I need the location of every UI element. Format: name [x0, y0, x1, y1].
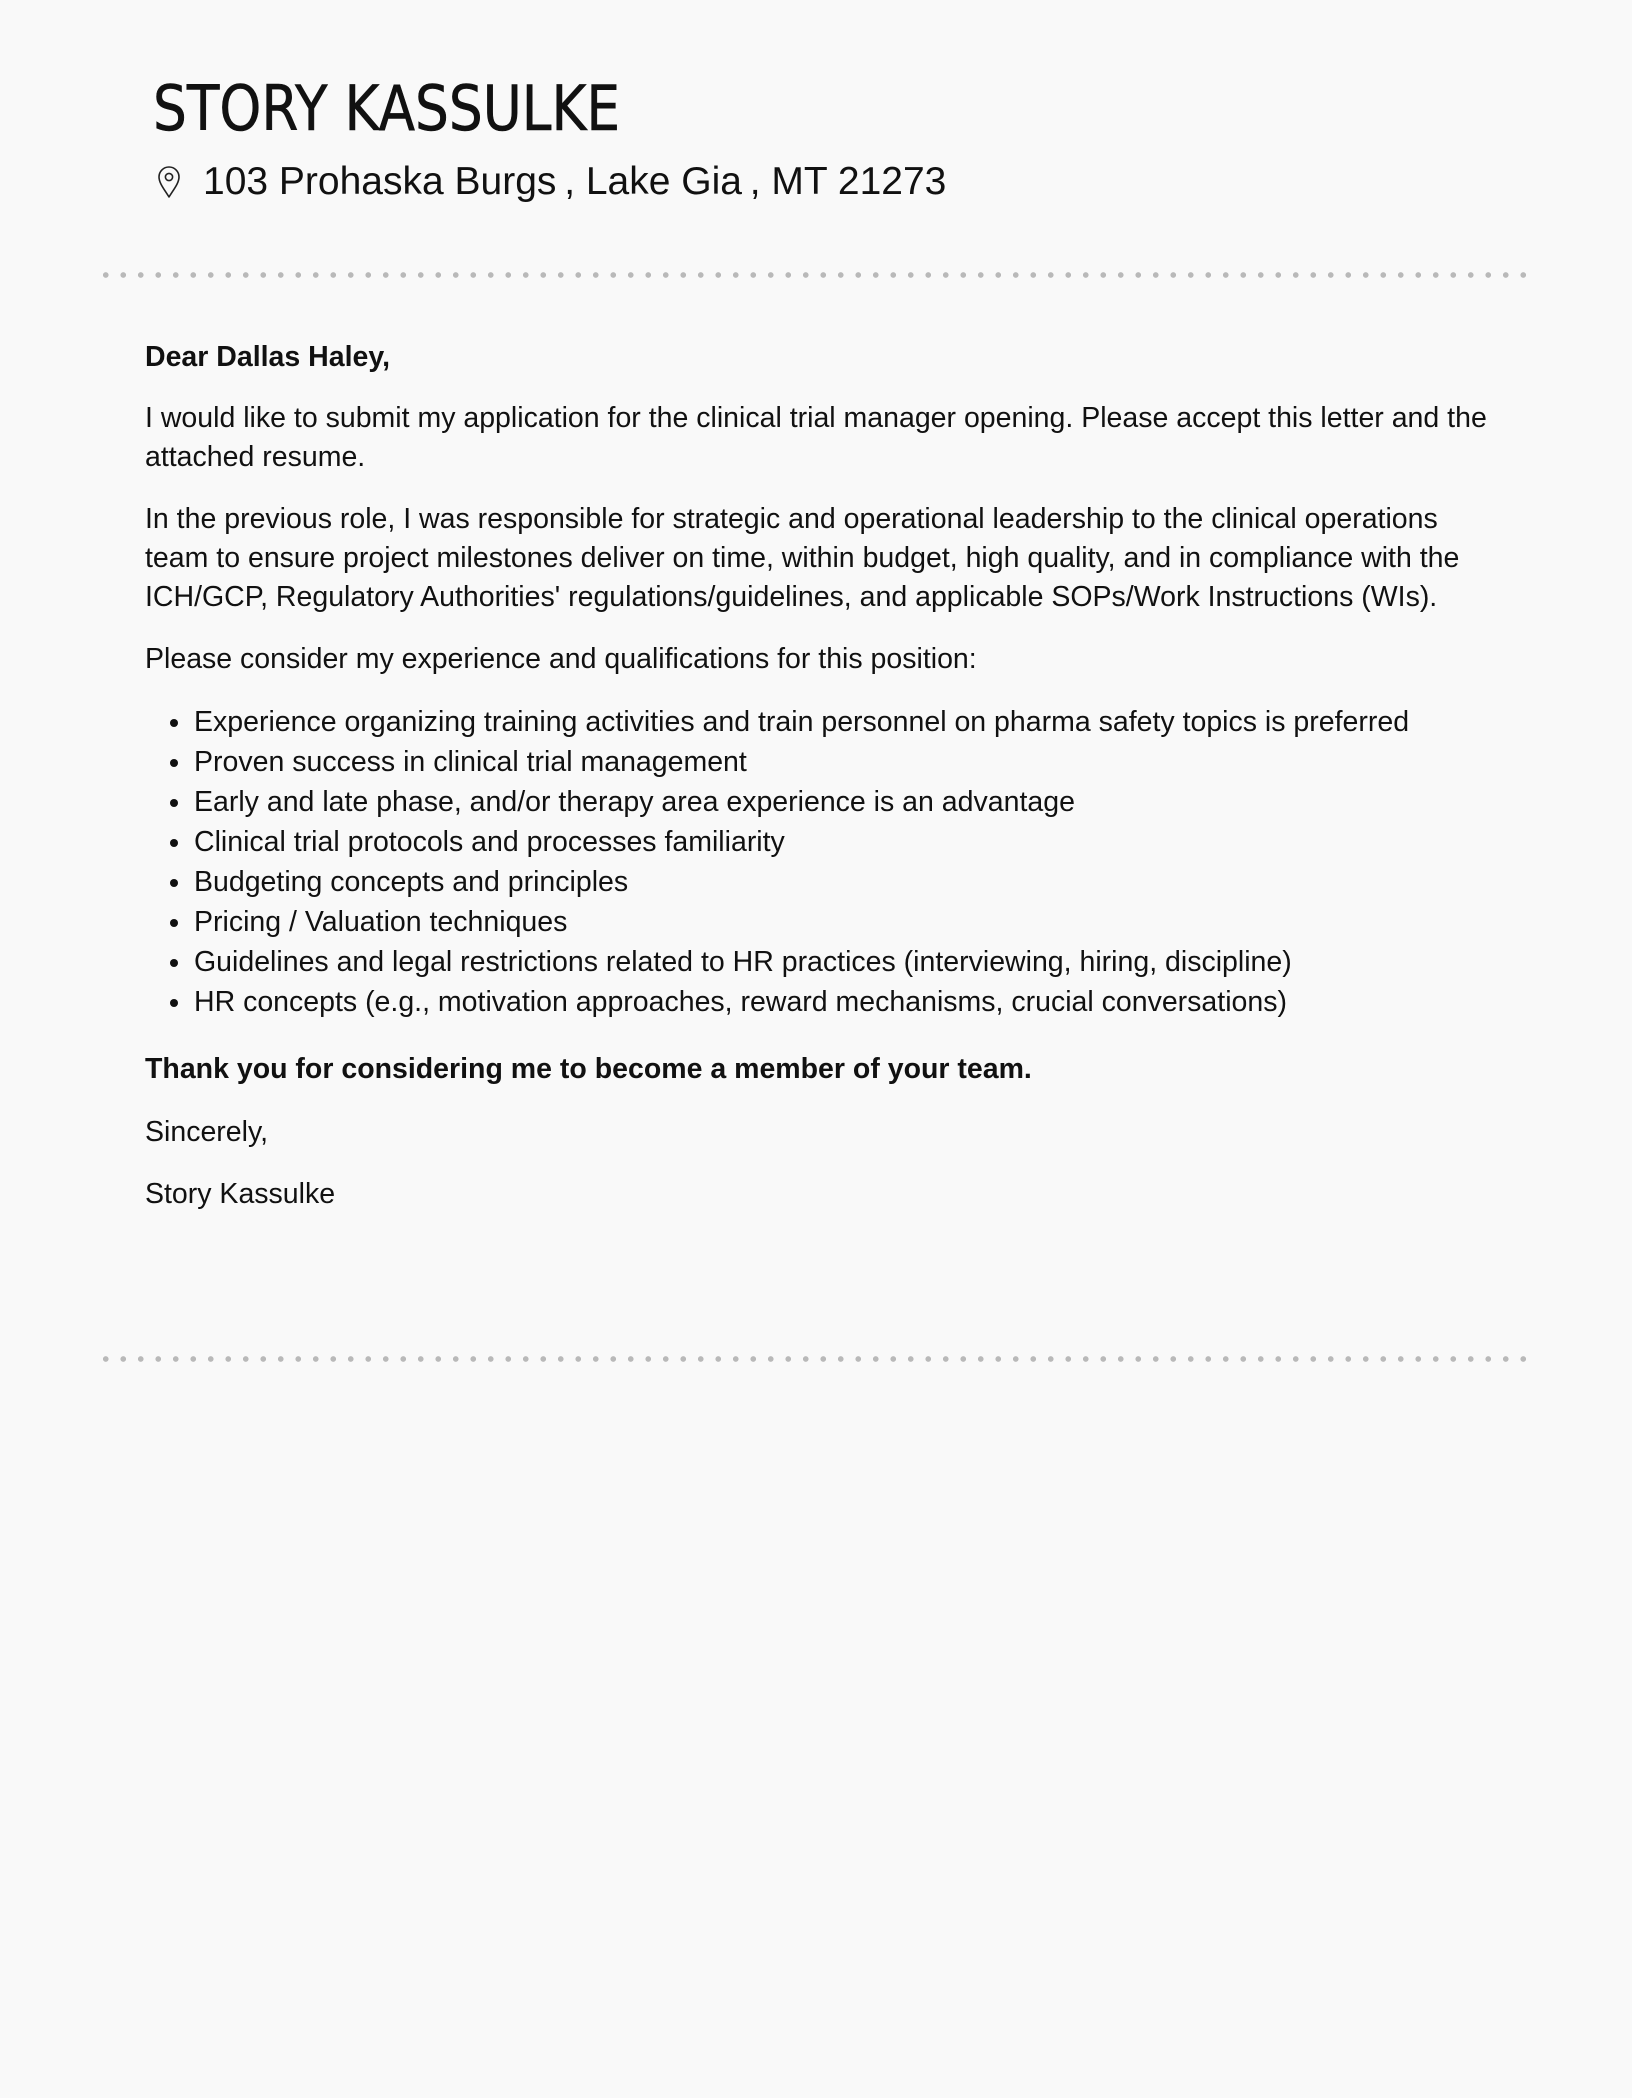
- salutation: Dear Dallas Haley,: [145, 341, 391, 373]
- qualification-item: Proven success in clinical trial management: [194, 742, 1505, 782]
- address-row: [157, 162, 946, 201]
- intro-paragraph: I would like to submit my application for the clinical trial manager opening. Please accept this letter and the attached resume.: [145, 402, 1487, 473]
- letter-body: [145, 338, 1505, 1237]
- applicant-address: 103 Prohaska Burgs , Lake Gia , MT 21273: [203, 160, 947, 203]
- qualifications-list: [145, 702, 1505, 1022]
- qualification-item: Guidelines and legal restrictions related to HR practices (interviewing, hiring, discipline): [194, 942, 1505, 982]
- signature: Story Kassulke: [145, 1178, 336, 1210]
- qualification-item: Pricing / Valuation techniques: [194, 902, 1505, 942]
- bottom-dotted-divider: [97, 1356, 1535, 1362]
- location-pin-icon: [157, 165, 181, 199]
- qualification-item: HR concepts (e.g., motivation approaches, reward mechanisms, crucial conversations): [194, 982, 1505, 1022]
- letter-header: [153, 72, 947, 203]
- closing-statement: Thank you for considering me to become a member of your team.: [145, 1053, 1032, 1085]
- qualification-item: Budgeting concepts and principles: [194, 862, 1505, 902]
- sign-off: Sincerely,: [145, 1116, 269, 1148]
- qualifications-intro: Please consider my experience and qualifications for this position:: [145, 643, 977, 675]
- qualification-item: Clinical trial protocols and processes familiarity: [194, 822, 1505, 862]
- qualification-item: Experience organizing training activities and train personnel on pharma safety topics is preferred: [194, 702, 1505, 742]
- qualification-item: Early and late phase, and/or therapy area experience is an advantage: [194, 782, 1505, 822]
- top-dotted-divider: [97, 272, 1535, 278]
- applicant-name: STORY KASSULKE: [153, 72, 621, 145]
- experience-paragraph: In the previous role, I was responsible for strategic and operational leadership to the clinical operations team to ensure project milestones deliver on time, within budget, high quality, and in compliance with the ICH/GCP, Regulatory Authorities' regulations/guidelines, and applicable SOPs/Work Instructions (WIs).: [145, 503, 1460, 613]
